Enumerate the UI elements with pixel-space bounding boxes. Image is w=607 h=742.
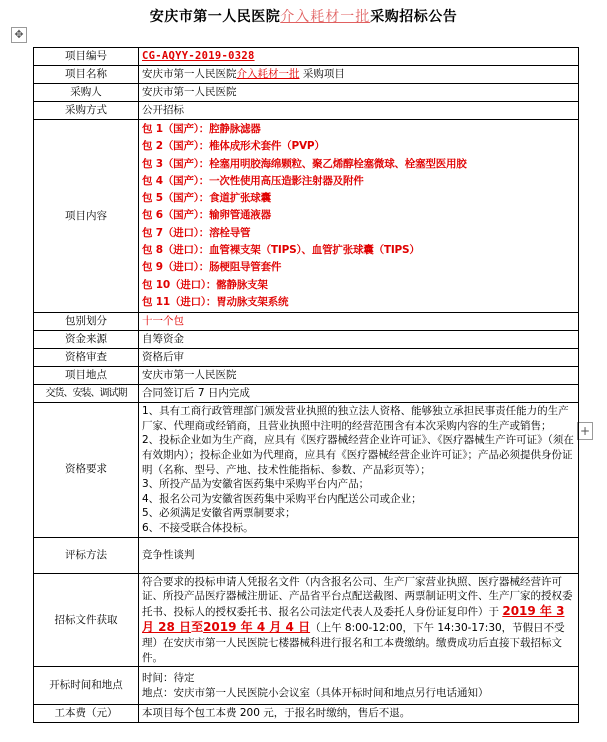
- label-method: 采购方式: [34, 102, 139, 120]
- delivery-value: 合同签订后 7 日内完成: [139, 385, 579, 403]
- row-division: [34, 313, 579, 331]
- purchaser-value: 安庆市第一人民医院: [139, 84, 579, 102]
- label-requirements: 资格要求: [34, 403, 139, 537]
- package-item: 包 4（国产）：一次性使用高压造影注射器及附件: [142, 174, 364, 187]
- requirements-value: [139, 403, 579, 537]
- row-evaluation: [34, 537, 579, 573]
- announcement-table: [33, 47, 579, 723]
- label-content: 项目内容: [34, 120, 139, 313]
- label-qualification-review: 资格审查: [34, 349, 139, 367]
- row-requirements: [34, 403, 579, 537]
- evaluation-value: 竞争性谈判: [139, 537, 579, 573]
- row-qualification-review: [34, 349, 579, 367]
- row-project-name: [34, 66, 579, 84]
- method-value: 公开招标: [139, 102, 579, 120]
- row-docs: [34, 573, 579, 667]
- label-project-no: 项目编号: [34, 48, 139, 66]
- funding-value: 自筹资金: [139, 331, 579, 349]
- docs-text-after: （上午 8:00-12:00，下午 14:30-17:30，节假日不受理）在安庆市第一人民医院七楼器械科进行报名和工本费缴纳。缴费成功后直接下载招标文件。: [142, 622, 565, 664]
- project-name-value: [139, 66, 579, 84]
- label-delivery: 交货、安装、调试期: [34, 385, 139, 403]
- docs-value: [139, 573, 579, 667]
- package-item: 包 9（进口）：肠梗阻导管套件: [142, 261, 282, 274]
- label-opening: 开标时间和地点: [34, 667, 139, 705]
- title-suffix: 采购招标公告: [370, 9, 458, 25]
- row-opening: [34, 667, 579, 705]
- page-title: [0, 6, 607, 26]
- docs-text-before: 符合要求的投标申请人凭报名文件（内含报名公司、生产厂家营业执照、医疗器械经营许可证、所投产品医疗器械注册证、产品省平台点配送截图、两票制证明文件、生产厂家的授权委托书、投标人的授权委托书、报名公司法定代表人及委托人身份证复印件）于: [142, 575, 573, 619]
- docs-date-to: 至: [191, 620, 204, 634]
- opening-value: [139, 667, 579, 705]
- package-item: 包 10（进口）：髂静脉支架: [142, 278, 268, 291]
- title-highlight: 介入耗材一批: [280, 9, 371, 25]
- qualification-review-value: 资格后审: [139, 349, 579, 367]
- row-project-no: [34, 48, 579, 66]
- title-prefix: 安庆市第一人民医院: [149, 9, 281, 25]
- division-value: 十一个包: [139, 313, 579, 331]
- label-evaluation: 评标方法: [34, 537, 139, 573]
- opening-time: 时间：待定: [142, 671, 195, 684]
- row-content: [34, 120, 579, 313]
- row-purchaser: [34, 84, 579, 102]
- label-fee: 工本费（元）: [34, 705, 139, 723]
- requirement-item: 2、投标企业如为生产商，应具有《医疗器械经营企业许可证》、《医疗器械生产许可证》（须在有效期内）；投标企业如为代理商，应具有《医疗器械经营企业许可证》；产品必须提供身份证明（名称、型号、产地、技术性能指标、参数、产品彩页等）；: [142, 434, 574, 476]
- row-location: [34, 367, 579, 385]
- docs-date-end: 2019 年 4 月 4 日: [203, 620, 311, 634]
- requirement-item: 1、具有工商行政管理部门颁发营业执照的独立法人资格、能够独立承担民事责任能力的生产厂家、代理商或经销商，且营业执照中注明的经营范围含有本次采购内容的生产或销售；: [142, 405, 569, 432]
- location-value: 安庆市第一人民医院: [139, 367, 579, 385]
- label-funding: 资金来源: [34, 331, 139, 349]
- project-no-value: CG-AQYY-2019-0328: [139, 48, 579, 66]
- project-name-prefix: 安庆市第一人民医院: [142, 68, 237, 80]
- content-value: [139, 120, 579, 313]
- requirement-item: 5、必须满足安徽省两票制要求；: [142, 507, 296, 520]
- project-name-highlight: 介入耗材一批: [236, 68, 300, 80]
- label-purchaser: 采购人: [34, 84, 139, 102]
- fee-value: 本项目每个包工本费 200 元，于报名时缴纳，售后不退。: [139, 705, 579, 723]
- label-division: 包别划分: [34, 313, 139, 331]
- package-item: 包 6（国产）：输卵管通液器: [142, 209, 271, 222]
- project-name-suffix: 采购项目: [299, 68, 345, 80]
- package-item: 包 5（国产）：食道扩张球囊: [142, 192, 271, 205]
- requirement-item: 4、报名公司为安徽省医药集中采购平台内配送公司或企业；: [142, 492, 422, 505]
- requirement-item: 6、不接受联合体投标。: [142, 522, 254, 535]
- package-item: 包 7（进口）：溶栓导管: [142, 226, 251, 239]
- opening-place: 地点：安庆市第一人民医院小会议室（具体开标时间和地点另行电话通知）: [142, 686, 489, 699]
- row-funding: [34, 331, 579, 349]
- requirement-item: 3、所投产品为安徽省医药集中采购平台内产品；: [142, 478, 370, 491]
- move-handle-icon[interactable]: ✥: [11, 27, 27, 43]
- package-item: 包 8（进口）：血管裸支架（TIPS）、血管扩张球囊（TIPS）: [142, 244, 420, 257]
- package-item: 包 1（国产）：腔静脉滤器: [142, 123, 261, 135]
- label-docs: 招标文件获取: [34, 573, 139, 667]
- row-delivery: [34, 385, 579, 403]
- package-item: 包 3（国产）：栓塞用明胶海绵颗粒、聚乙烯醇栓塞微球、栓塞型医用胶: [142, 157, 467, 170]
- add-row-icon[interactable]: +: [577, 422, 593, 440]
- row-fee: [34, 705, 579, 723]
- docs-date-start: 2019 年 3 月 28 日: [142, 604, 565, 634]
- row-method: [34, 102, 579, 120]
- package-item: 包 11（进口）：胃动脉支架系统: [142, 295, 289, 308]
- label-location: 项目地点: [34, 367, 139, 385]
- label-project-name: 项目名称: [34, 66, 139, 84]
- package-item: 包 2（国产）：椎体成形术套件（PVP）: [142, 140, 325, 153]
